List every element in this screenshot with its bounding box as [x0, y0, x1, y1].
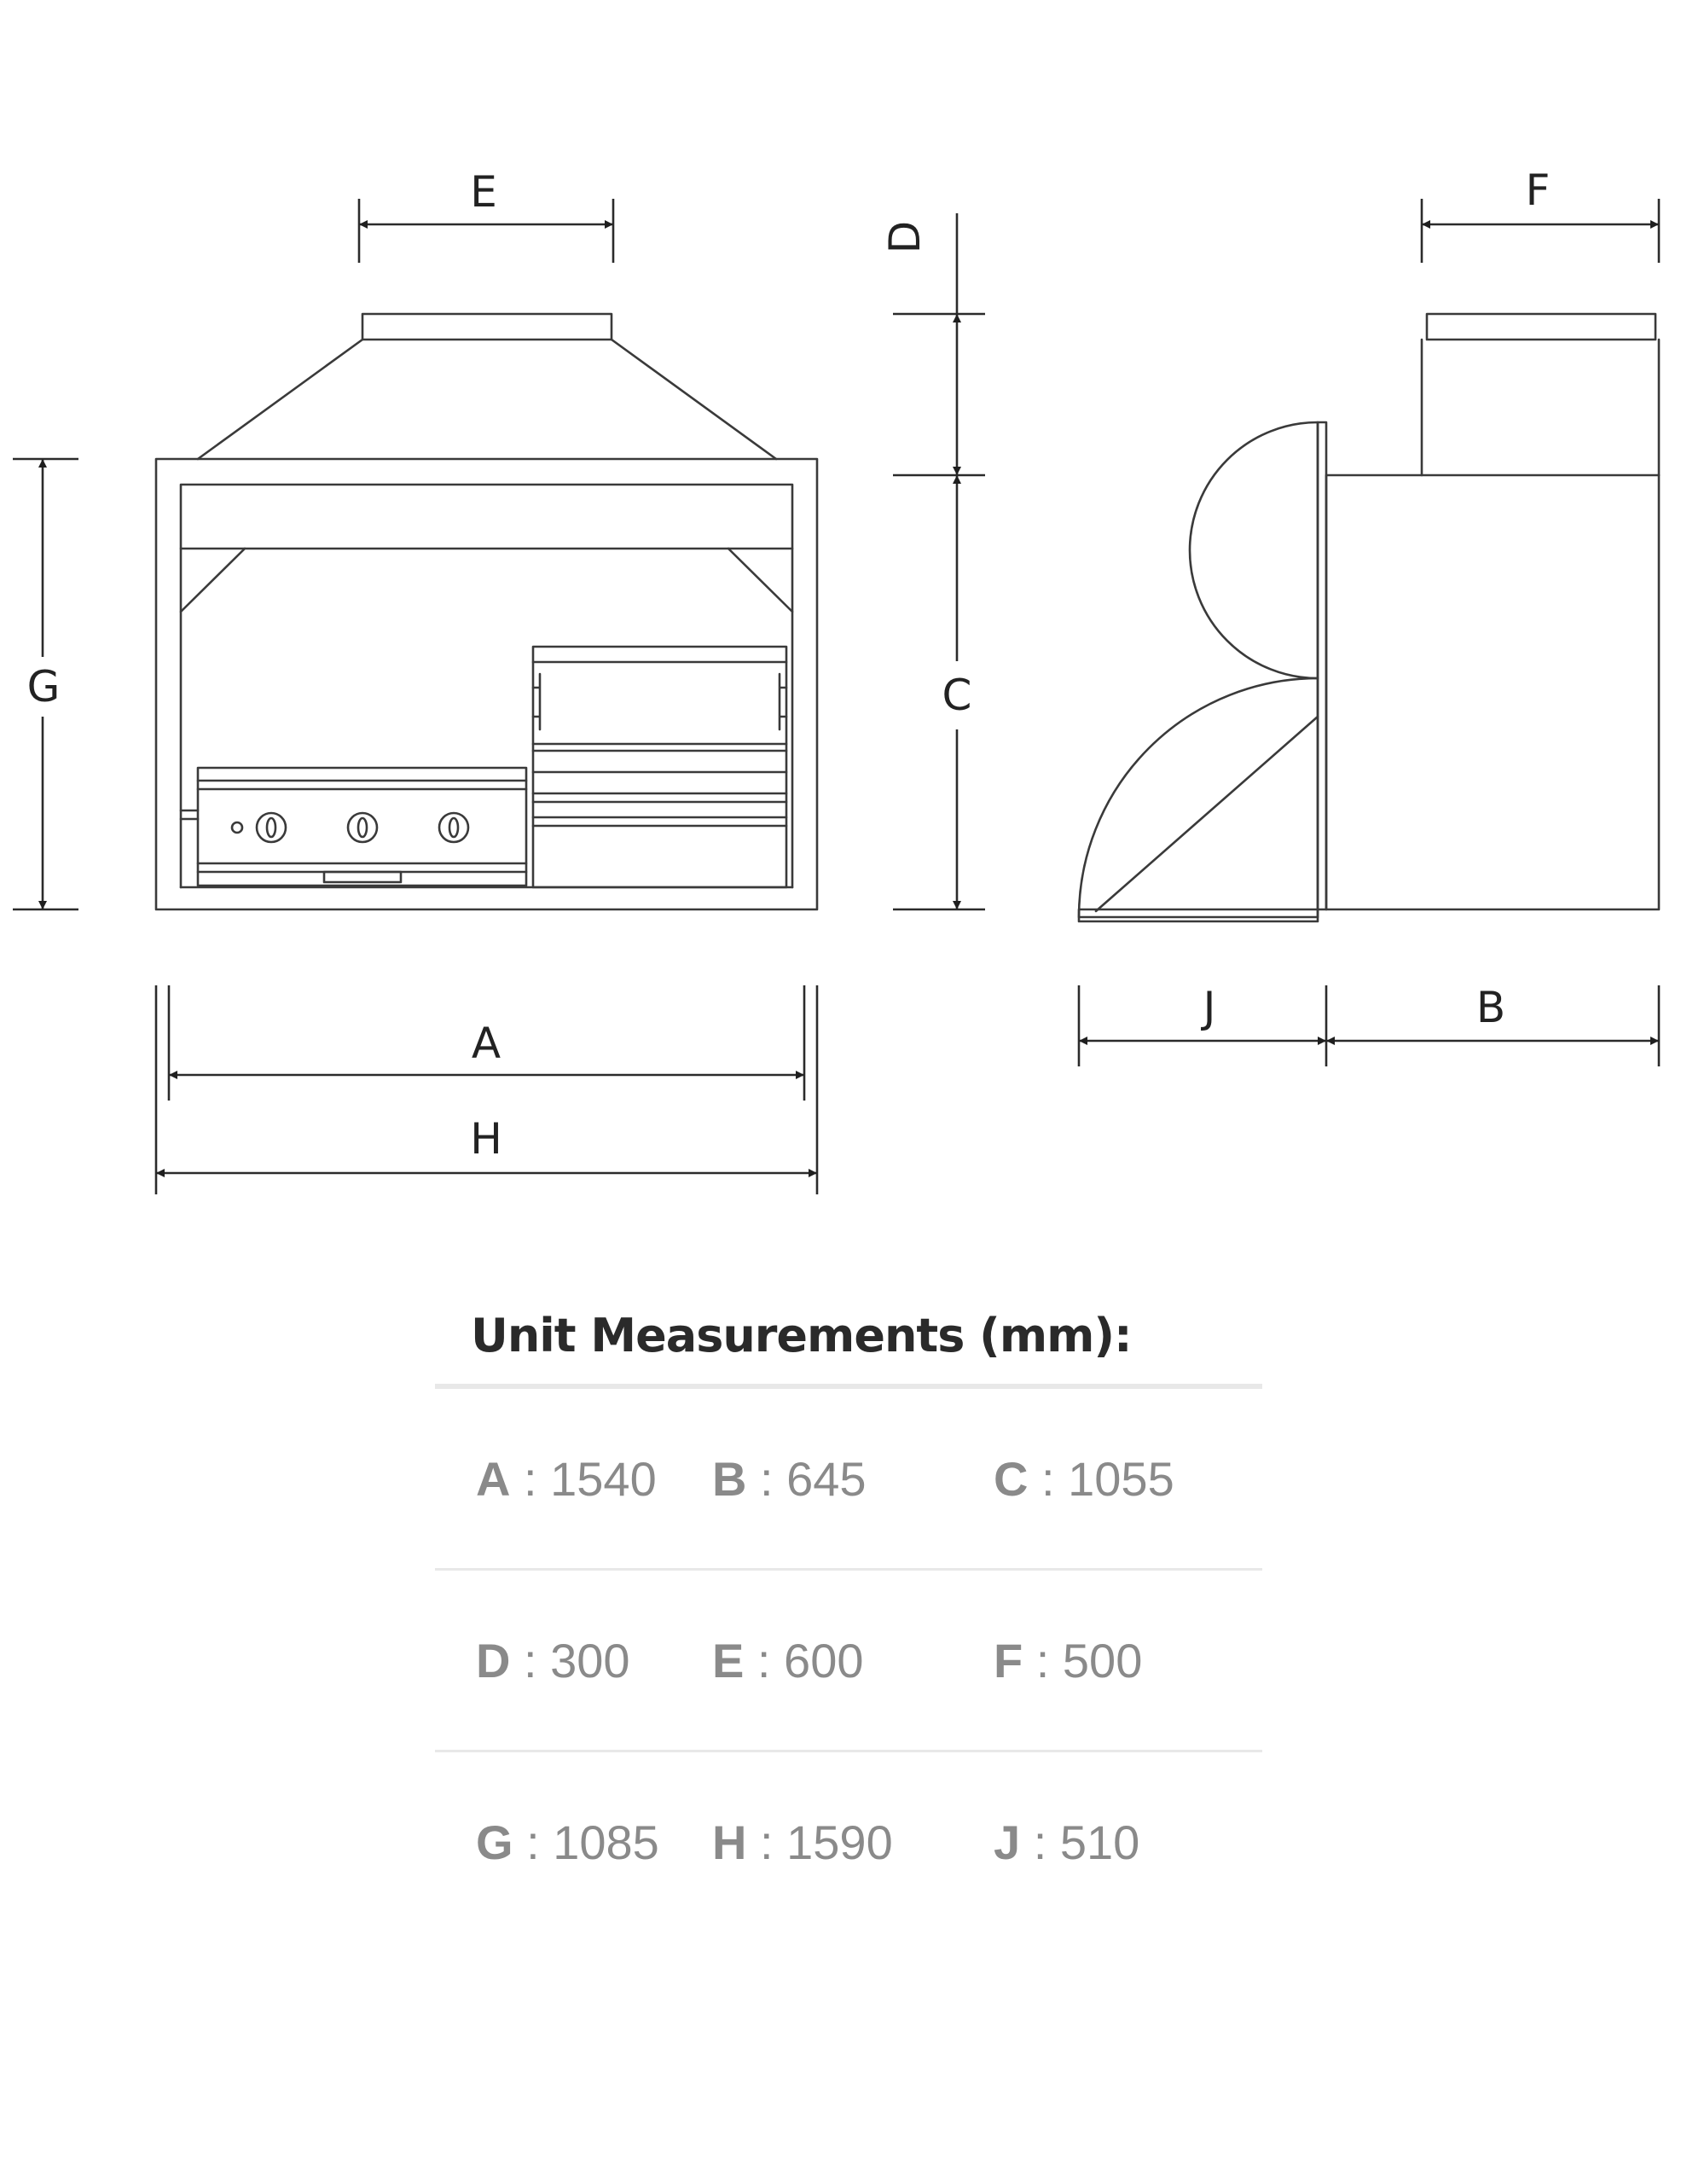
measurement-g: [435, 1815, 712, 1870]
unit-measurements-title: Unit Measurements (mm):: [471, 1309, 1132, 1362]
dimension-label-j: J: [1203, 983, 1216, 1032]
measurement-key: G: [476, 1815, 513, 1869]
side-view: [1079, 166, 1659, 1066]
measurement-key: E: [712, 1633, 745, 1687]
measurement-key: J: [994, 1815, 1021, 1869]
front-burner-unit: [181, 768, 526, 886]
pilot-light-icon: [232, 822, 242, 833]
measurement-value: 300: [550, 1633, 630, 1687]
measurement-value: 645: [786, 1451, 867, 1506]
measurement-separator: :: [1020, 1815, 1060, 1869]
side-body: [1326, 475, 1659, 909]
dimension-j: [1079, 983, 1326, 1066]
dimension-label-h: H: [470, 1114, 502, 1164]
side-base-plate: [1079, 909, 1318, 921]
dimension-label-b: B: [1475, 983, 1506, 1032]
measurement-value: 1540: [550, 1451, 657, 1506]
measurement-separator: :: [1023, 1633, 1063, 1687]
front-outer-frame: [156, 459, 817, 909]
measurement-key: D: [476, 1633, 511, 1687]
front-view: [13, 167, 817, 1194]
measurement-j: [994, 1815, 1262, 1870]
side-upper-door: [1190, 422, 1318, 678]
measurement-h: [712, 1815, 994, 1870]
front-chimney-cap: [362, 314, 612, 340]
side-chimney-cap: [1427, 314, 1655, 340]
measurement-separator: :: [510, 1633, 551, 1687]
control-knob-icon: [348, 813, 377, 842]
front-corner-braces: [181, 549, 792, 612]
dimension-label-g: G: [26, 662, 61, 712]
measurement-key: F: [994, 1633, 1023, 1687]
side-front-post: [1318, 422, 1326, 909]
front-side-cabinet: [533, 647, 786, 887]
dimension-label-f: F: [1525, 166, 1551, 215]
measurement-separator: :: [513, 1815, 554, 1869]
dimension-b: [1326, 983, 1659, 1066]
measurement-separator: :: [744, 1633, 785, 1687]
measurement-f: [994, 1633, 1262, 1688]
measurement-separator: :: [746, 1451, 787, 1506]
side-lower-door: [1079, 678, 1318, 917]
dimension-g: [13, 459, 78, 909]
measurement-value: 500: [1062, 1633, 1143, 1687]
front-hood: [198, 340, 776, 459]
dimension-a: [169, 985, 804, 1101]
dimension-label-e: E: [470, 167, 497, 217]
side-lower-door-strut: [1096, 717, 1318, 911]
measurement-key: B: [712, 1451, 747, 1506]
control-knob-icon: [257, 813, 286, 842]
measurement-value: 510: [1059, 1815, 1140, 1869]
measurement-a: [435, 1451, 712, 1507]
measurement-row: [435, 1386, 1262, 1568]
dimension-e: [359, 167, 613, 263]
dimension-d: [880, 213, 985, 475]
measurement-row: [435, 1750, 1262, 1931]
dimension-label-a: A: [471, 1019, 501, 1068]
side-chimney: [1422, 340, 1659, 475]
measurement-b: [712, 1451, 994, 1507]
measurement-value: 1085: [553, 1815, 659, 1869]
dimension-label-c: C: [942, 671, 972, 720]
dimension-c: [893, 475, 985, 909]
measurement-value: 1590: [786, 1815, 893, 1869]
measurement-value: 600: [784, 1633, 864, 1687]
measurement-row: [435, 1568, 1262, 1750]
measurement-c: [994, 1451, 1262, 1507]
measurement-e: [712, 1633, 994, 1688]
dimension-h: [156, 985, 817, 1194]
measurement-separator: :: [510, 1451, 551, 1506]
measurement-d: [435, 1633, 712, 1688]
measurement-separator: :: [1028, 1451, 1069, 1506]
measurement-value: 1055: [1068, 1451, 1174, 1506]
dimension-f: [1422, 166, 1659, 263]
measurement-separator: :: [746, 1815, 787, 1869]
measurement-key: H: [712, 1815, 747, 1869]
measurement-key: C: [994, 1451, 1029, 1506]
measurement-key: A: [476, 1451, 511, 1506]
unit-measurements-panel: [435, 1297, 1262, 1931]
control-knob-icon: [439, 813, 468, 842]
dimension-label-d: D: [880, 220, 930, 254]
